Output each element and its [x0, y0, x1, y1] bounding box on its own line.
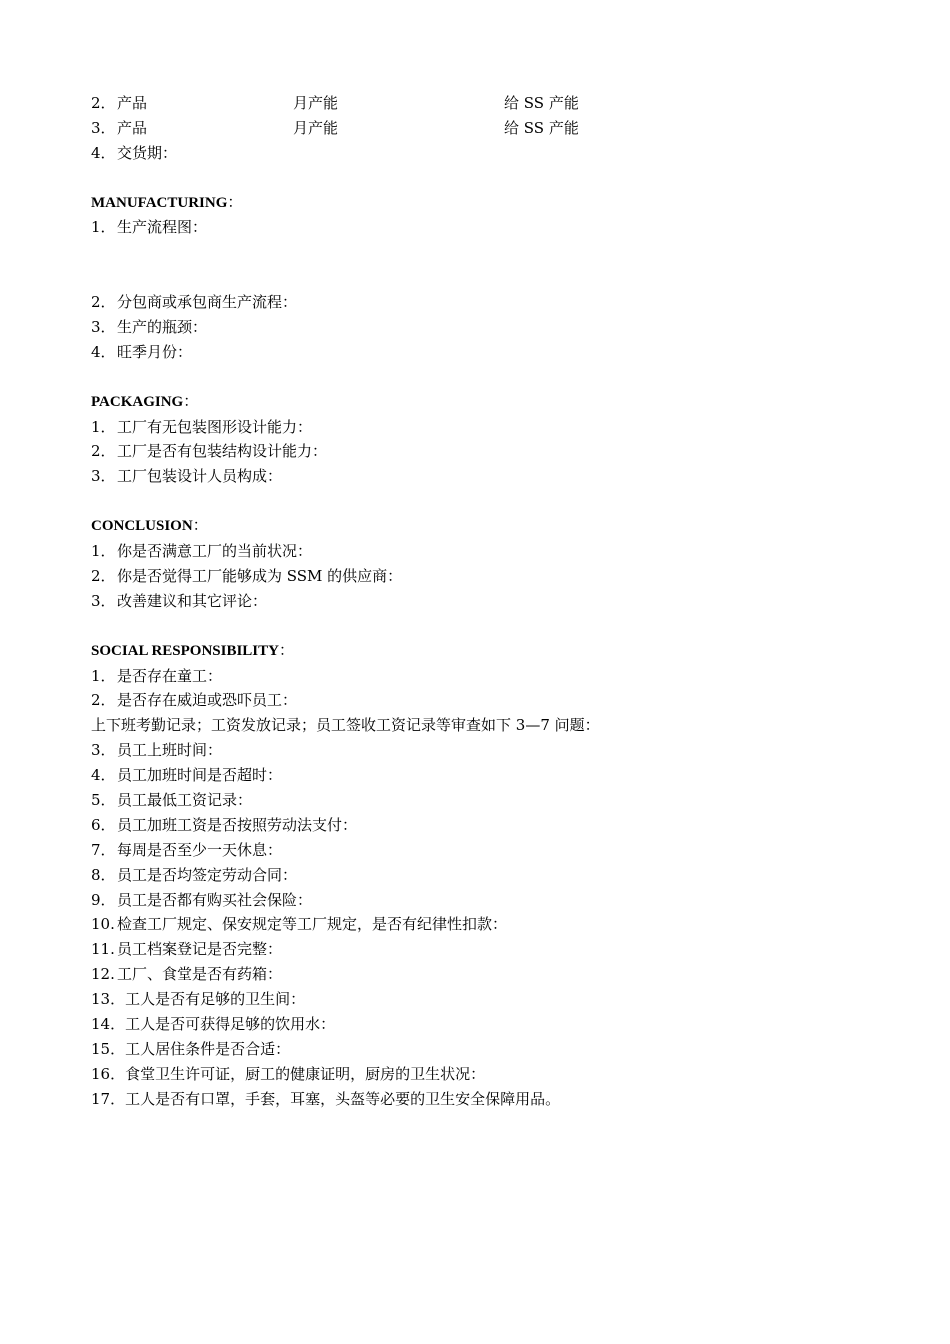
heading-colon: ： — [227, 194, 243, 211]
product-label: 产品 — [117, 94, 148, 112]
heading-colon: ： — [278, 642, 294, 659]
item-number: 16． — [91, 1064, 126, 1083]
item-text: 工人居住条件是否合适： — [125, 1039, 291, 1058]
item-number: 3． — [91, 467, 116, 486]
item-text: 工人是否有口罩，手套，耳塞，头盔等必要的卫生安全保障用品。 — [125, 1089, 561, 1108]
item-number: 15． — [91, 1039, 126, 1058]
list-item — [91, 1012, 871, 1037]
ss-capacity-label: 给 SS 产能 — [504, 94, 579, 112]
item-text: 你是否觉得工厂能够成为 SSM 的供应商： — [117, 566, 403, 585]
delivery-item — [91, 141, 871, 166]
list-item — [91, 340, 871, 365]
list-item — [91, 788, 871, 813]
item-text: 员工上班时间： — [117, 741, 223, 760]
item-number: 11. — [91, 940, 115, 959]
item-text: 员工档案登记是否完整： — [117, 940, 283, 959]
list-item — [91, 1037, 871, 1062]
item-number: 12. — [91, 965, 115, 984]
item-text: 改善建议和其它评论： — [117, 591, 268, 610]
item-number: 17． — [91, 1089, 126, 1108]
item-number: 13． — [91, 990, 126, 1009]
monthly-capacity-label: 月产能 — [293, 118, 339, 137]
item-text: 工人是否有足够的卫生间： — [125, 990, 306, 1009]
item-number: 10. — [91, 915, 115, 934]
item-number: 1． — [91, 666, 116, 685]
list-item — [91, 1062, 871, 1087]
list-item — [91, 1087, 871, 1112]
list-item — [91, 439, 871, 464]
list-item — [91, 888, 871, 913]
section-heading-social-responsibility — [91, 639, 871, 664]
item-text: 旺季月份： — [117, 342, 193, 361]
list-item — [91, 539, 871, 564]
item-text: 每周是否至少一天休息： — [117, 840, 283, 859]
list-item — [91, 664, 871, 689]
spacer — [91, 166, 871, 191]
item-text: 员工加班时间是否超时： — [117, 766, 283, 785]
item-text: 员工加班工资是否按照劳动法支付： — [117, 815, 358, 834]
item-number: 3． — [91, 318, 116, 337]
list-item — [91, 962, 871, 987]
item-number: 4． — [91, 342, 116, 361]
item-text: 员工是否都有购买社会保险： — [117, 890, 313, 909]
item-text: 工厂有无包装图形设计能力： — [117, 417, 313, 436]
item-number: 4． — [91, 766, 116, 785]
list-item — [91, 863, 871, 888]
item-number: 1． — [91, 417, 116, 436]
list-item — [91, 937, 871, 962]
product-label: 产品 — [117, 118, 148, 137]
item-text: 工厂是否有包装结构设计能力： — [117, 442, 328, 461]
list-item — [91, 290, 871, 315]
list-item — [91, 738, 871, 763]
item-number: 3． — [91, 591, 116, 610]
item-text: 工人是否可获得足够的饮用水： — [125, 1014, 336, 1033]
ss-capacity-label: 给 SS 产能 — [504, 118, 579, 137]
list-item — [91, 315, 871, 340]
list-item — [91, 813, 871, 838]
list-item — [91, 464, 871, 489]
product-row — [91, 91, 871, 116]
item-text: 生产流程图： — [117, 218, 208, 237]
item-text: 是否存在威迫或恐吓员工： — [117, 691, 298, 710]
list-item — [91, 838, 871, 863]
list-item — [91, 912, 871, 937]
list-item — [91, 589, 871, 614]
list-item — [91, 415, 871, 440]
item-text: 检查工厂规定、保安规定等工厂规定，是否有纪律性扣款： — [117, 915, 508, 934]
list-item — [91, 564, 871, 589]
section-heading-manufacturing — [91, 191, 871, 216]
heading-colon: ： — [192, 518, 208, 535]
item-number: 14． — [91, 1014, 126, 1033]
spacer — [91, 365, 871, 390]
item-number: 2． — [91, 566, 116, 585]
item-number: 2． — [91, 293, 116, 312]
list-item — [91, 215, 871, 240]
item-text: 生产的瓶颈： — [117, 318, 208, 337]
section-heading-conclusion — [91, 514, 871, 539]
item-text: 是否存在童工： — [117, 666, 223, 685]
social-checklist — [91, 738, 871, 1111]
item-text: 员工最低工资记录： — [117, 790, 253, 809]
item-number: 3． — [91, 741, 116, 760]
item-number: 7． — [91, 840, 116, 859]
item-number: 5． — [91, 790, 116, 809]
item-text: 员工是否均签定劳动合同： — [117, 865, 298, 884]
item-text: 工厂、食堂是否有药箱： — [117, 965, 283, 984]
item-text: 食堂卫生许可证，厨工的健康证明，厨房的卫生状况： — [125, 1064, 486, 1083]
section-heading-packaging — [91, 390, 871, 415]
item-number: 9． — [91, 890, 116, 909]
item-number: 8． — [91, 865, 116, 884]
item-text: 分包商或承包商生产流程： — [117, 293, 298, 312]
item-number: 2． — [91, 691, 116, 710]
spacer — [91, 240, 871, 290]
item-number: 2． — [91, 442, 116, 461]
product-row — [91, 116, 871, 141]
item-text: 你是否满意工厂的当前状况： — [117, 542, 313, 561]
list-item — [91, 688, 871, 713]
item-number: 1． — [91, 218, 116, 237]
item-number: 6． — [91, 815, 116, 834]
spacer — [91, 614, 871, 639]
heading-text: CONCLUSION — [91, 518, 193, 535]
heading-text: MANUFACTURING — [91, 194, 228, 211]
document-page — [91, 91, 871, 1112]
item-number: 4． — [91, 143, 116, 162]
item-number: 1． — [91, 542, 116, 561]
heading-colon: ： — [183, 393, 199, 410]
item-number: 3． — [91, 118, 116, 137]
heading-text: SOCIAL RESPONSIBILITY — [91, 642, 279, 659]
spacer — [91, 489, 871, 514]
item-text: 交货期： — [117, 143, 178, 162]
item-text: 工厂包装设计人员构成： — [117, 467, 283, 486]
list-item — [91, 987, 871, 1012]
monthly-capacity-label: 月产能 — [293, 94, 339, 112]
audit-note: 上下班考勤记录；工资发放记录；员工签收工资记录等审查如下 3—7 问题： — [91, 716, 600, 735]
heading-text: PACKAGING — [91, 393, 184, 410]
item-number: 2． — [91, 94, 116, 112]
list-item — [91, 763, 871, 788]
